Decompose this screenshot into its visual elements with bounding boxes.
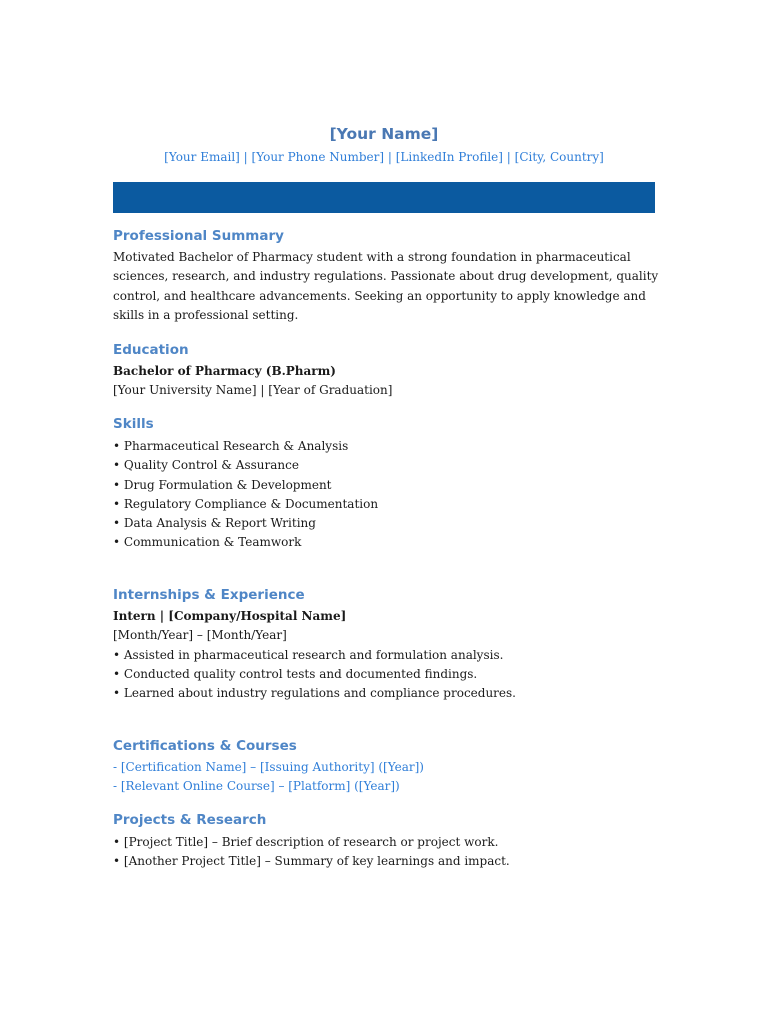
experience-dates: [Month/Year] – [Month/Year]	[113, 628, 287, 643]
experience-item: • Assisted in pharmaceutical research and formulation analysis.	[113, 647, 504, 662]
skill-item: • Pharmaceutical Research & Analysis	[113, 439, 349, 453]
certifications-heading: Certifications & Courses	[113, 738, 297, 754]
education-block	[113, 362, 392, 401]
experience-block	[113, 607, 516, 703]
summary-paragraph	[113, 248, 658, 325]
projects-list	[113, 833, 510, 872]
experience-role: Intern | [Company/Hospital Name]	[113, 609, 347, 623]
projects-heading: Projects & Research	[113, 812, 267, 828]
certification-item: - [Relevant Online Course] – [Platform] ([Year])	[113, 779, 400, 794]
summary-heading: Professional Summary	[113, 228, 284, 244]
project-item: • [Project Title] – Brief description of research or project work.	[113, 835, 499, 849]
skills-list	[113, 437, 378, 553]
education-heading: Education	[113, 342, 189, 358]
skill-item: • Communication & Teamwork	[113, 535, 302, 550]
contact-line: [Your Email] | [Your Phone Number] | [LinkedIn Profile] | [City, Country]	[164, 150, 604, 164]
experience-item: • Learned about industry regulations and compliance procedures.	[113, 686, 516, 701]
experience-heading: Internships & Experience	[113, 587, 305, 603]
certifications-list	[113, 758, 424, 797]
skill-item: • Regulatory Compliance & Documentation	[113, 496, 379, 511]
header-banner	[113, 182, 655, 213]
summary-line: control, and healthcare advancements. Seeking an opportunity to apply knowledge and	[113, 288, 646, 303]
project-item: • [Another Project Title] – Summary of key learnings and impact.	[113, 854, 510, 869]
resume-name: [Your Name]	[329, 125, 439, 143]
skill-item: • Quality Control & Assurance	[113, 458, 299, 473]
experience-item: • Conducted quality control tests and documented findings.	[113, 666, 478, 681]
summary-line: Motivated Bachelor of Pharmacy student with a strong foundation in pharmaceutical	[113, 250, 631, 264]
skill-item: • Drug Formulation & Development	[113, 477, 332, 492]
certification-item: - [Certification Name] – [Issuing Authority] ([Year])	[113, 760, 424, 774]
summary-line: skills in a professional setting.	[113, 307, 299, 322]
skill-item: • Data Analysis & Report Writing	[113, 516, 316, 531]
summary-line: sciences, research, and industry regulations. Passionate about drug development, quality	[113, 269, 659, 284]
skills-heading: Skills	[113, 416, 154, 432]
education-detail: [Your University Name] | [Year of Graduation]	[113, 383, 393, 398]
degree-title: Bachelor of Pharmacy (B.Pharm)	[113, 364, 336, 378]
